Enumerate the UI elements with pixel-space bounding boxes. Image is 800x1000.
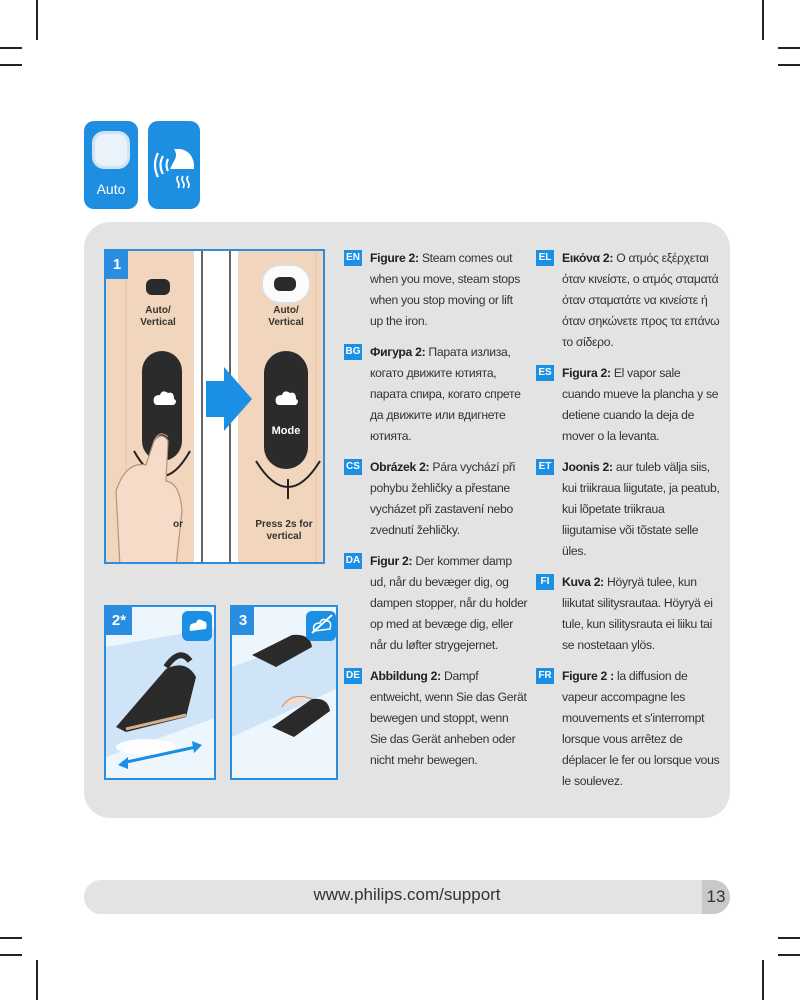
language-code: FR	[536, 668, 554, 684]
crop-mark	[778, 954, 800, 956]
language-code: BG	[344, 344, 362, 360]
language-code: CS	[344, 459, 362, 475]
language-code: DA	[344, 553, 362, 569]
page-number: 13	[702, 880, 730, 914]
figure-2-number: 2*	[106, 607, 132, 635]
footer-bar	[84, 880, 730, 914]
support-url[interactable]: www.philips.com/support	[313, 885, 501, 904]
entry-cs	[344, 457, 528, 541]
entry-heading: Figure 2:	[370, 251, 419, 265]
entry-en	[344, 248, 528, 332]
entry-de	[344, 666, 528, 771]
entry-heading: Kuva 2:	[562, 575, 604, 589]
crop-mark	[36, 960, 38, 1000]
language-code: ES	[536, 365, 554, 381]
entry-text: Парата излиза, когато движите ютията, парата спира, когато спрете да движите или вдигнете ютията.	[370, 345, 521, 443]
entry-heading: Obrázek 2:	[370, 460, 430, 474]
entry-heading: Εικόνα 2:	[562, 251, 614, 265]
figure-1-left-label: Auto/ Vertical	[140, 305, 176, 328]
figure-1-mode-label: Mode	[271, 425, 301, 437]
language-code: DE	[344, 668, 362, 684]
entry-text: Höyryä tulee, kun liikutat silitysrautaa. Höyryä ei tule, kun silitysrauta ei liiku tai se nostetaan ylös.	[562, 575, 713, 652]
text-column-left	[344, 248, 528, 781]
crop-mark	[778, 47, 800, 49]
crop-mark	[36, 0, 38, 40]
steam-motion-icon	[148, 121, 200, 209]
entry-bg	[344, 342, 528, 447]
entry-heading: Figur 2:	[370, 554, 413, 568]
entry-text: El vapor sale cuando mueve la plancha y se detiene cuando la deja de mover o la levanta.	[562, 366, 719, 443]
language-code: ET	[536, 459, 554, 475]
language-code: EL	[536, 250, 554, 266]
language-code: FI	[536, 574, 554, 590]
entry-heading: Joonis 2:	[562, 460, 613, 474]
crop-mark	[778, 64, 800, 66]
crop-mark	[0, 954, 22, 956]
figure-3	[230, 605, 338, 780]
entry-text: Dampf entweicht, wenn Sie das Gerät bewegen und stoppt, wenn Sie das Gerät anheben oder nicht mehr bewegen.	[370, 669, 527, 767]
entry-text: Ο ατμός εξέρχεται όταν κινείστε, ο ατμός σταματά όταν σταματάτε να κινείστε ή όταν σηκώνετε προς τα επάνω το σίδερο.	[562, 251, 720, 349]
entry-el	[536, 248, 720, 353]
entry-es	[536, 363, 720, 447]
entry-text: Der kommer damp ud, når du bevæger dig, og dampen stopper, når du holder op med at bevæge dig, eller når du løfter strygejernet.	[370, 554, 528, 652]
crop-mark	[762, 0, 764, 40]
crop-mark	[762, 960, 764, 1000]
entry-heading: Figure 2 :	[562, 669, 614, 683]
entry-da	[344, 551, 528, 656]
entry-et	[536, 457, 720, 562]
auto-button-icon	[84, 121, 138, 209]
figure-1-number: 1	[106, 251, 128, 279]
crop-mark	[0, 47, 22, 49]
entry-heading: Abbildung 2:	[370, 669, 441, 683]
crop-mark	[0, 64, 22, 66]
entry-fr	[536, 666, 720, 792]
entry-text: aur tuleb välja siis, kui triikraua liigutate, ja peatub, kui lõpetate triikraua liigutamise või tõstate selle üles.	[562, 460, 720, 558]
auto-icon-label: Auto	[96, 181, 126, 197]
figure-1-left-press-label: or	[173, 519, 183, 530]
entry-text: Steam comes out when you move, steam stops when you stop moving or lift up the iron.	[370, 251, 521, 328]
text-column-right	[536, 248, 720, 802]
auto-button-glyph	[92, 131, 130, 169]
entry-fi	[536, 572, 720, 656]
entry-heading: Figura 2:	[562, 366, 611, 380]
entry-text: la diffusion de vapeur accompagne les mouvements et s'interrompt lorsque vous arrêtez de déplacer le fer ou lorsque vous le soulevez.	[562, 669, 720, 788]
figure-2	[104, 605, 216, 780]
figure-1-right-press-label: Press 2s for vertical	[255, 519, 313, 542]
entry-text: Pára vychází při pohybu žehličky a přestane vycházet při zastavení nebo zvednutí žehličky.	[370, 460, 515, 537]
figure-1-right-label: Auto/ Vertical	[268, 305, 304, 328]
crop-mark	[0, 937, 22, 939]
figure-3-number: 3	[232, 607, 254, 635]
crop-mark	[778, 937, 800, 939]
entry-heading: Фигура 2:	[370, 345, 426, 359]
language-code: EN	[344, 250, 362, 266]
figure-1	[104, 249, 325, 564]
